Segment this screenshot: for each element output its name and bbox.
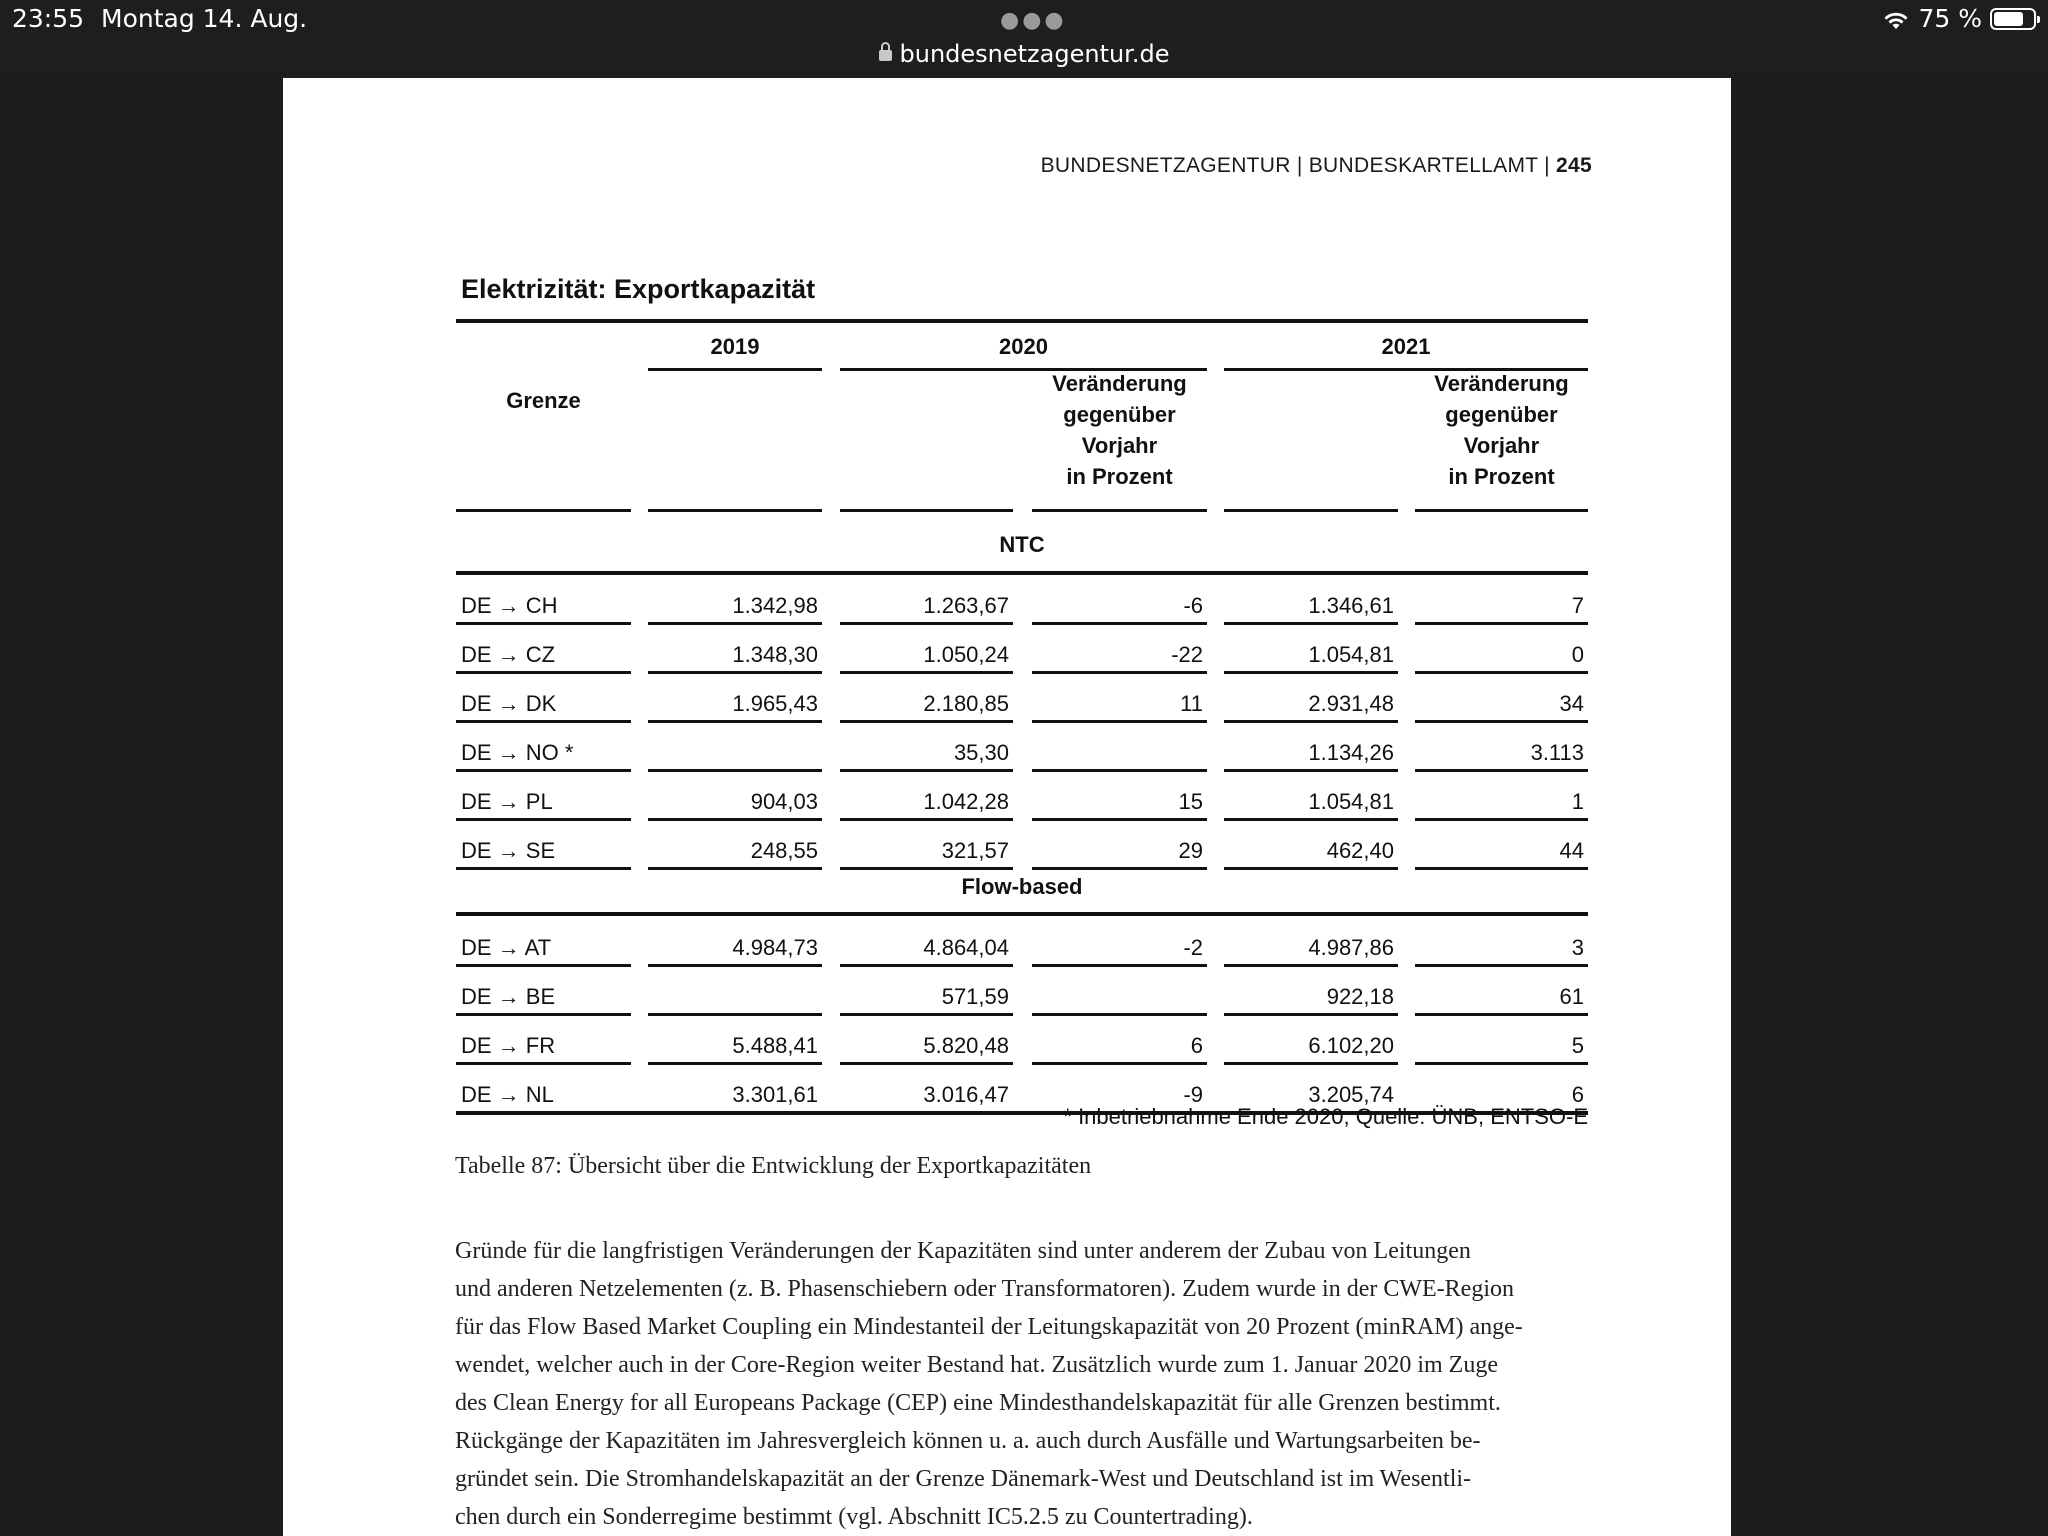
row-rule xyxy=(648,867,822,870)
row-rule xyxy=(1224,720,1398,723)
row-rule xyxy=(648,818,822,821)
header-grenze: Grenze xyxy=(506,388,581,413)
table-cell: 6 xyxy=(1571,1082,1584,1107)
row-rule xyxy=(456,671,631,674)
row-rule xyxy=(1032,671,1207,674)
row-rule xyxy=(1415,964,1588,967)
row-rule xyxy=(1224,964,1398,967)
table-top-rule xyxy=(456,319,1588,323)
body-paragraph xyxy=(455,1232,1595,1536)
table-cell: -22 xyxy=(1171,642,1203,667)
table-cell: DE → DK xyxy=(461,691,557,716)
table-cell: DE → AT xyxy=(461,935,552,960)
document-page xyxy=(283,78,1731,1536)
table-cell: 3.113 xyxy=(1530,740,1584,765)
table-cell: 2.180,85 xyxy=(923,691,1009,716)
table-cell: 571,59 xyxy=(941,984,1009,1009)
header-change-line: in Prozent xyxy=(1448,464,1555,489)
row-rule xyxy=(840,1013,1013,1016)
table-cell: 4.864,04 xyxy=(923,935,1009,960)
row-rule xyxy=(648,964,822,967)
table-cell: 1.965,43 xyxy=(732,691,818,716)
table-cell: -6 xyxy=(1183,593,1203,618)
section-label: Flow-based xyxy=(961,874,1083,899)
table-cell: 0 xyxy=(1571,642,1584,667)
table-cell: 61 xyxy=(1559,984,1584,1009)
table-cell: 1.134,26 xyxy=(1308,740,1394,765)
table-cell: DE → CZ xyxy=(461,642,556,667)
row-rule xyxy=(1224,769,1398,772)
row-rule xyxy=(840,671,1013,674)
table-cell: 5.488,41 xyxy=(732,1033,818,1058)
row-rule xyxy=(840,964,1013,967)
row-rule xyxy=(1224,671,1398,674)
body-line: chen durch ein Sonderregime bestimmt (vgl. Abschnitt IC5.2.5 zu Countertrading). xyxy=(455,1504,1253,1530)
row-rule xyxy=(1224,818,1398,821)
row-rule xyxy=(456,1062,631,1065)
table-cell: 3 xyxy=(1571,935,1584,960)
body-line: für das Flow Based Market Coupling ein Mindestanteil der Leitungskapazität von 20 Prozent (minRAM) ange- xyxy=(455,1314,1523,1340)
header-change-line: Veränderung xyxy=(1052,371,1187,396)
table-cell: 1 xyxy=(1571,789,1584,814)
table-cell: -2 xyxy=(1183,935,1203,960)
table-cell: DE → SE xyxy=(461,838,556,863)
battery-icon xyxy=(1990,8,2036,30)
wifi-icon xyxy=(1882,8,1910,30)
row-rule xyxy=(648,769,822,772)
row-rule xyxy=(456,867,631,870)
table-title: Elektrizität: Exportkapazität xyxy=(461,274,816,304)
row-rule xyxy=(1032,1062,1207,1065)
row-rule xyxy=(840,867,1013,870)
table-cell: -9 xyxy=(1183,1082,1203,1107)
table-cell: DE → BE xyxy=(461,984,556,1009)
row-rule xyxy=(1415,720,1588,723)
row-rule xyxy=(1224,1062,1398,1065)
body-line: wendet, welcher auch in der Core-Region weiter Bestand hat. Zusätzlich wurde zum 1. Januar 2020 im Zuge xyxy=(455,1352,1498,1378)
section-label: NTC xyxy=(999,532,1045,557)
row-rule xyxy=(1415,622,1588,625)
table-cell: 922,18 xyxy=(1326,984,1394,1009)
year-header-2021: 2021 xyxy=(1381,334,1431,359)
row-rule xyxy=(648,671,822,674)
status-date: Montag 14. Aug. xyxy=(101,4,308,33)
table-cell: DE → FR xyxy=(461,1033,556,1058)
table-cell: 1.042,28 xyxy=(923,789,1009,814)
section-rule xyxy=(456,912,1588,916)
header-bottom-rule xyxy=(456,509,631,512)
table-cell: 1.348,30 xyxy=(732,642,818,667)
row-rule xyxy=(840,1062,1013,1065)
table-cell: 248,55 xyxy=(750,838,818,863)
table-cell: 7 xyxy=(1571,593,1584,618)
year-header-2019: 2019 xyxy=(710,334,760,359)
row-rule xyxy=(456,964,631,967)
row-rule xyxy=(1032,622,1207,625)
table-cell: 3.301,61 xyxy=(732,1082,818,1107)
row-rule xyxy=(1415,1062,1588,1065)
battery-percent: 75 % xyxy=(1918,4,1982,33)
row-rule xyxy=(1224,1013,1398,1016)
row-rule xyxy=(1415,671,1588,674)
row-rule xyxy=(648,1062,822,1065)
status-indicators xyxy=(1882,4,2036,33)
header-bottom-rule xyxy=(1032,509,1207,512)
table-cell: 1.054,81 xyxy=(1308,789,1394,814)
row-rule xyxy=(456,818,631,821)
header-change-2021 xyxy=(1415,368,1588,492)
row-rule xyxy=(456,769,631,772)
browser-top-bar xyxy=(0,0,2048,78)
table-cell: 4.987,86 xyxy=(1308,935,1394,960)
row-rule xyxy=(1415,818,1588,821)
row-rule xyxy=(840,720,1013,723)
header-bottom-rule xyxy=(840,509,1013,512)
status-time: 23:55 xyxy=(12,4,85,33)
table-cell: DE → CH xyxy=(461,593,558,618)
table-cell: DE → PL xyxy=(461,789,553,814)
body-line: gründet sein. Die Stromhandelskapazität an der Grenze Dänemark-West und Deutschland ist im Wesentli- xyxy=(455,1466,1472,1492)
table-cell: 34 xyxy=(1559,691,1584,716)
row-rule xyxy=(1224,622,1398,625)
header-change-line: Vorjahr xyxy=(1463,433,1540,458)
body-line: und anderen Netzelementen (z. B. Phasenschiebern oder Transformatoren). Zudem wurde in der CWE-Region xyxy=(455,1276,1514,1302)
multitasking-dots-icon[interactable]: ●●● xyxy=(1000,8,1067,33)
table-cell: 1.263,67 xyxy=(923,593,1009,618)
row-rule xyxy=(456,1013,631,1016)
table-cell: 15 xyxy=(1178,789,1203,814)
row-rule xyxy=(456,720,631,723)
row-rule xyxy=(1415,769,1588,772)
header-bottom-rule xyxy=(1415,509,1588,512)
table-cell: 3.205,74 xyxy=(1308,1082,1394,1107)
table-cell: 462,40 xyxy=(1326,838,1394,863)
table-cell: 1.050,24 xyxy=(923,642,1009,667)
header-change-line: Vorjahr xyxy=(1081,433,1158,458)
header-bottom-rule xyxy=(648,509,822,512)
address-bar[interactable] xyxy=(0,40,2048,68)
row-rule xyxy=(648,720,822,723)
table-cell: 6.102,20 xyxy=(1308,1033,1394,1058)
table-cell: 1.054,81 xyxy=(1308,642,1394,667)
table-cell: DE → NL xyxy=(461,1082,554,1107)
table-cell: 5.820,48 xyxy=(923,1033,1009,1058)
table-caption: Tabelle 87: Übersicht über die Entwicklung der Exportkapazitäten xyxy=(455,1153,1092,1179)
row-rule xyxy=(1032,964,1207,967)
table-cell: 35,30 xyxy=(953,740,1009,765)
page-number: 245 xyxy=(1556,154,1592,177)
row-rule xyxy=(1032,818,1207,821)
row-rule xyxy=(648,1013,822,1016)
header-change-line: Veränderung xyxy=(1434,371,1569,396)
header-change-2020 xyxy=(1032,368,1207,492)
row-rule xyxy=(1415,1013,1588,1016)
table-cell: 1.342,98 xyxy=(732,593,818,618)
year-header-2020: 2020 xyxy=(999,334,1048,359)
table-cell: 321,57 xyxy=(941,838,1009,863)
table-cell: 1.346,61 xyxy=(1308,593,1394,618)
row-rule xyxy=(1032,769,1207,772)
row-rule xyxy=(840,622,1013,625)
table-cell: 3.016,47 xyxy=(923,1082,1009,1107)
row-rule xyxy=(1415,867,1588,870)
source-note: * Inbetriebnahme Ende 2020; Quelle: ÜNB, ENTSO-E xyxy=(1063,1104,1588,1129)
row-rule xyxy=(840,769,1013,772)
section-rule xyxy=(456,571,1588,575)
row-rule xyxy=(456,622,631,625)
running-head xyxy=(1041,154,1592,178)
lock-icon xyxy=(879,50,892,61)
row-rule xyxy=(1032,720,1207,723)
row-rule xyxy=(1032,1013,1207,1016)
table-cell: 4.984,73 xyxy=(732,935,818,960)
header-change-line: gegenüber xyxy=(1445,402,1558,427)
body-line: Rückgänge der Kapazitäten im Jahresvergleich können u. a. auch durch Ausfälle und Wartungsarbeiten be- xyxy=(455,1428,1481,1454)
header-bottom-rule xyxy=(1224,509,1398,512)
table-cell: 29 xyxy=(1178,838,1203,863)
row-rule xyxy=(1032,867,1207,870)
table-cell: DE → NO * xyxy=(461,740,574,765)
running-head-text: BUNDESNETZAGENTUR | BUNDESKARTELLAMT | xyxy=(1040,154,1557,177)
table-cell: 44 xyxy=(1559,838,1584,863)
header-change-line: gegenüber xyxy=(1063,402,1176,427)
table-cell: 5 xyxy=(1571,1033,1584,1058)
table-cell: 2.931,48 xyxy=(1308,691,1394,716)
row-rule xyxy=(1224,867,1398,870)
body-line: Gründe für die langfristigen Veränderungen der Kapazitäten sind unter anderem der Zubau von Leitungen xyxy=(455,1238,1471,1264)
row-rule xyxy=(840,818,1013,821)
row-rule xyxy=(648,622,822,625)
table-cell: 904,03 xyxy=(750,789,818,814)
header-change-line: in Prozent xyxy=(1066,464,1173,489)
url-text: bundesnetzagentur.de xyxy=(899,40,1170,68)
year-rule xyxy=(648,368,822,371)
body-line: des Clean Energy for all Europeans Package (CEP) eine Mindesthandelskapazität für alle Grenzen bestimmt. xyxy=(455,1390,1501,1416)
table-cell: 6 xyxy=(1190,1033,1203,1058)
table-cell: 11 xyxy=(1180,691,1203,716)
